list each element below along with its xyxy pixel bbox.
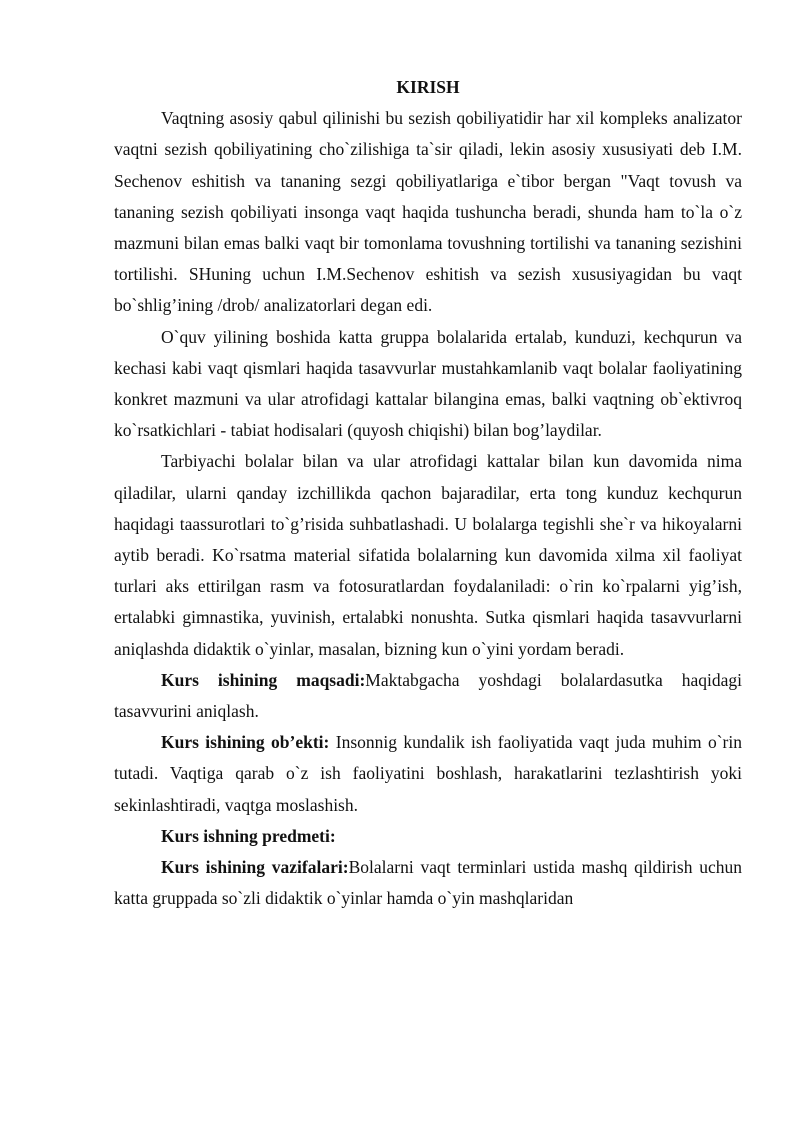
section-object — [114, 727, 742, 821]
document-page — [114, 72, 742, 914]
section-goal — [114, 665, 742, 727]
section-subject — [114, 821, 742, 852]
goal-label: Kurs ishining maqsadi: — [161, 669, 366, 690]
page-title: KIRISH — [396, 77, 460, 97]
object-text: Insonnig kundalik ish faoliyatida vaqt juda muhim o`rin tutadi. Vaqtiga qarab o`z ish faoliyatini boshlash, harakatlarini tezlashtirish yoki sekinlashtiradi, vaqtga moslashish. — [114, 732, 742, 815]
tasks-label: Kurs ishining vazifalari: — [161, 857, 349, 878]
object-label: Kurs ishining ob’ekti: — [161, 732, 330, 753]
paragraph-time-parts: O`quv yilining boshida katta gruppa bolalarida ertalab, kunduzi, kechqurun va kechasi kabi vaqt qismlari haqida tasavvurlar mustahkamlanib vaqt bolalar faoliyatining konkret mazmuni va ular atrofidagi kattalar bilangina emas, balki vaqtning ob`ektivroq ko`rsatkichlari - tabiat hodisalari (quyosh chiqishi) bilan bog’laydilar. — [114, 326, 742, 441]
paragraph-intro: Vaqtning asosiy qabul qilinishi bu sezish qobiliyatidir har xil kompleks analizator vaqtni sezish qobiliyatining cho`zilishiga ta`sir qiladi, lekin asosiy xususiyati deb I.M. Sechenov eshitish va tananing sezgi qobiliyatlariga e`tibor bergan "Vaqt tovush va tananing sezish qobiliyati insonga vaqt haqida tushuncha beradi, shunda ham to`la o`z mazmuni bilan emas balki vaqt bir tomonlama tovushning tortilishi va tananing sezishini tortilishi. SHuning uchun I.M.Sechenov eshitish va sezish xususiyagidan bu vaqt bo`shlig’ining /drob/ analizatorlari degan edi. — [114, 108, 742, 316]
subject-label: Kurs ishning predmeti: — [161, 825, 336, 846]
paragraph-educator: Tarbiyachi bolalar bilan va ular atrofidagi kattalar bilan kun davomida nima qiladilar, ularni qanday izchillikda qachon bajaradilar, erta tong kunduz kechqurun haqidagi taassurotlari to`g’risida suhbatlashadi. U bolalarga tegishli she`r va hikoyalarni aytib beradi. Ko`rsatma material sifatida bolalarning kun davomida xilma xil faoliyat turlari aks ettirilgan rasm va fotosuratlardan foydalaniladi: o`rin ko`rpalarni yig’ish, ertalabki gimnastika, yuvinish, ertalabki nonushta. Sutka qismlari haqida tasavvurlarni aniqlashda didaktik o`yinlar, masalan, bizning kun o`yini yordam beradi. — [114, 451, 742, 659]
goal-text: Maktabgacha yoshdagi bolalardasutka haqidagi tasavvurini aniqlash. — [114, 669, 742, 722]
section-tasks — [114, 852, 742, 914]
tasks-text: Bolalarni vaqt terminlari ustida mashq qildirish uchun katta gruppada so`zli didaktik o`yinlar hamda o`yin mashqlaridan — [114, 857, 742, 909]
